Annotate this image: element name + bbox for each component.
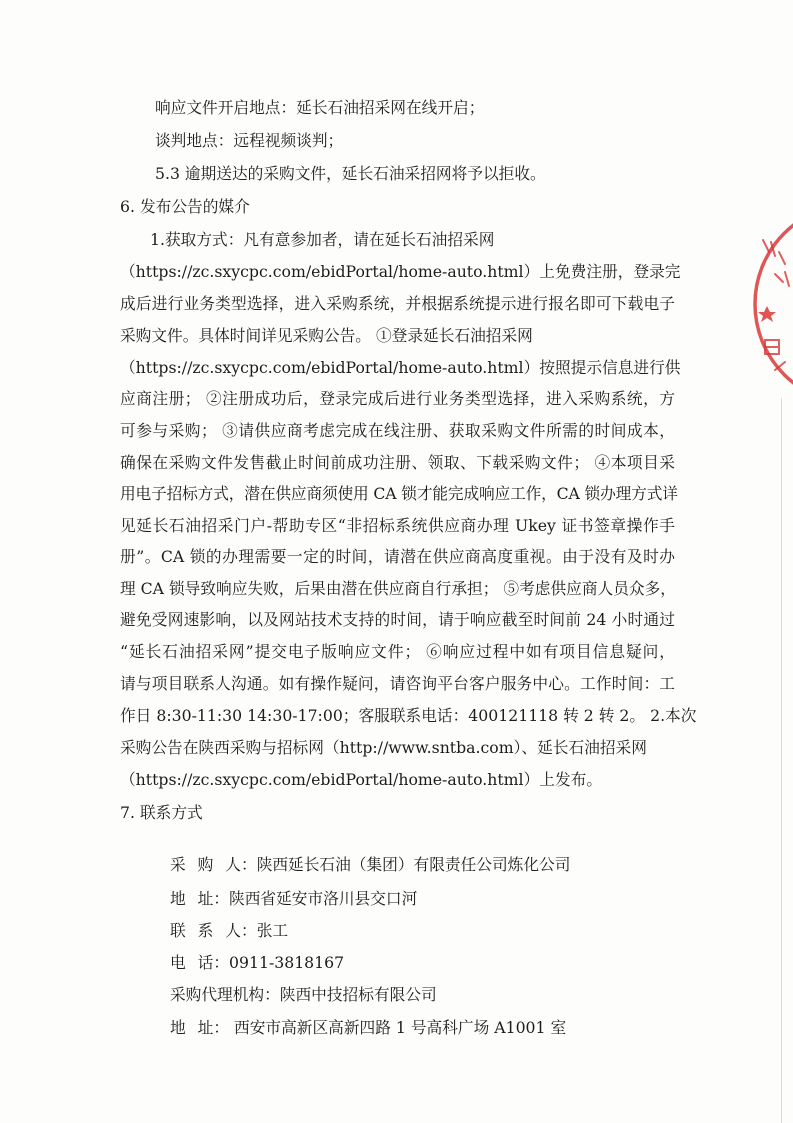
contact-row-purchaser-address [150,869,418,908]
media-paragraph-line: 采购公告在陕西采购与招标网（http://www.sntba.com）、延长石油招采网 [120,738,647,757]
contact-value: 0911-3818167 [229,953,345,972]
media-paragraph-line: 见延长石油招采门户-帮助专区“非招标系统供应商办理 Ukey 证书签章操作手 [120,516,675,535]
contact-value: 陕西中技招标有限公司 [279,985,437,1004]
contact-value: 西安市高新区高新四路 1 号高科广场 A1001 室 [229,1018,567,1037]
section-6-heading: 6. 发布公告的媒介 [120,197,250,216]
media-paragraph-line: 成后进行业务类型选择，进入采购系统，并根据系统提示进行报名即可下载电子 [120,294,675,313]
contact-label: 联 系 人： [169,921,257,940]
contact-row-phone [150,933,345,972]
contact-label: 采 购 人： [169,855,257,874]
media-paragraph-line: 作日 8:30-11:30 14:30-17:00；客服联系电话：400121118 转 2 转 2。 2.本次 [120,706,697,725]
contact-label: 电 话： [169,953,230,972]
contact-value: 陕西省延安市洛川县交口河 [229,889,418,908]
media-paragraph-line: 请与项目联系人沟通。如有操作疑问，请咨询平台客户服务中心。工作时间：工 [120,674,675,693]
contact-row-purchaser [150,835,571,874]
media-paragraph-line: 用电子招标方式，潜在供应商须使用 CA 锁才能完成响应工作，CA 锁办理方式详 [120,484,678,503]
scan-edge-line [781,398,782,1123]
media-paragraph-line: （https://zc.sxycpc.com/ebidPortal/home-auto.html）上免费注册，登录完 [120,262,681,281]
media-paragraph-line: 采购文件。具体时间详见采购公告。 ①登录延长石油招采网 [120,326,533,345]
media-paragraph-line: （https://zc.sxycpc.com/ebidPortal/home-auto.html）上发布。 [120,770,603,789]
contact-row-agency-address [150,998,567,1037]
media-paragraph-line: 应商注册； ②注册成功后，登录完成后进行业务类型选择，进入采购系统，方 [120,389,675,408]
contact-label: 地 址： [169,889,230,908]
media-paragraph-line: 1.获取方式：凡有意参加者，请在延长石油招采网 [150,230,495,249]
contact-row-contact-person [150,901,289,940]
media-paragraph-line: 可参与采购； ③请供应商考虑完成在线注册、获取采购文件所需的时间成本， [120,421,675,440]
media-paragraph-line: 册”。CA 锁的办理需要一定的时间，请潜在供应商高度重视。由于没有及时办 [120,547,675,566]
response-open-location: 响应文件开启地点：延长石油招采网在线开启； [155,98,485,117]
media-paragraph-line: 确保在采购文件发售截止时间前成功注册、领取、下载采购文件； ④本项目采 [120,453,675,472]
contact-label: 采购代理机构： [169,985,280,1004]
contact-value: 张工 [256,921,289,940]
media-paragraph-line: （https://zc.sxycpc.com/ebidPortal/home-auto.html）按照提示信息进行供 [120,358,681,377]
red-seal-stamp [745,212,793,392]
media-paragraph-line: 理 CA 锁导致响应失败，后果由潜在供应商自行承担； ⑤考虑供应商人员众多， [120,579,676,598]
contact-row-agency [150,965,437,1004]
contact-label: 地 址： [169,1018,230,1037]
negotiation-location: 谈判地点：远程视频谈判； [155,131,344,150]
late-submission-clause: 5.3 逾期送达的采购文件，延长石油采招网将予以拒收。 [155,164,546,183]
media-paragraph-line: “延长石油招采网”提交电子版响应文件； ⑥响应过程中如有项目信息疑问， [120,642,675,661]
section-7-heading: 7. 联系方式 [120,803,203,822]
contact-value: 陕西延长石油（集团）有限责任公司炼化公司 [256,855,571,874]
media-paragraph-line: 避免受网速影响，以及网站技术支持的时间，请于响应截至时间前 24 小时通过 [120,610,675,629]
